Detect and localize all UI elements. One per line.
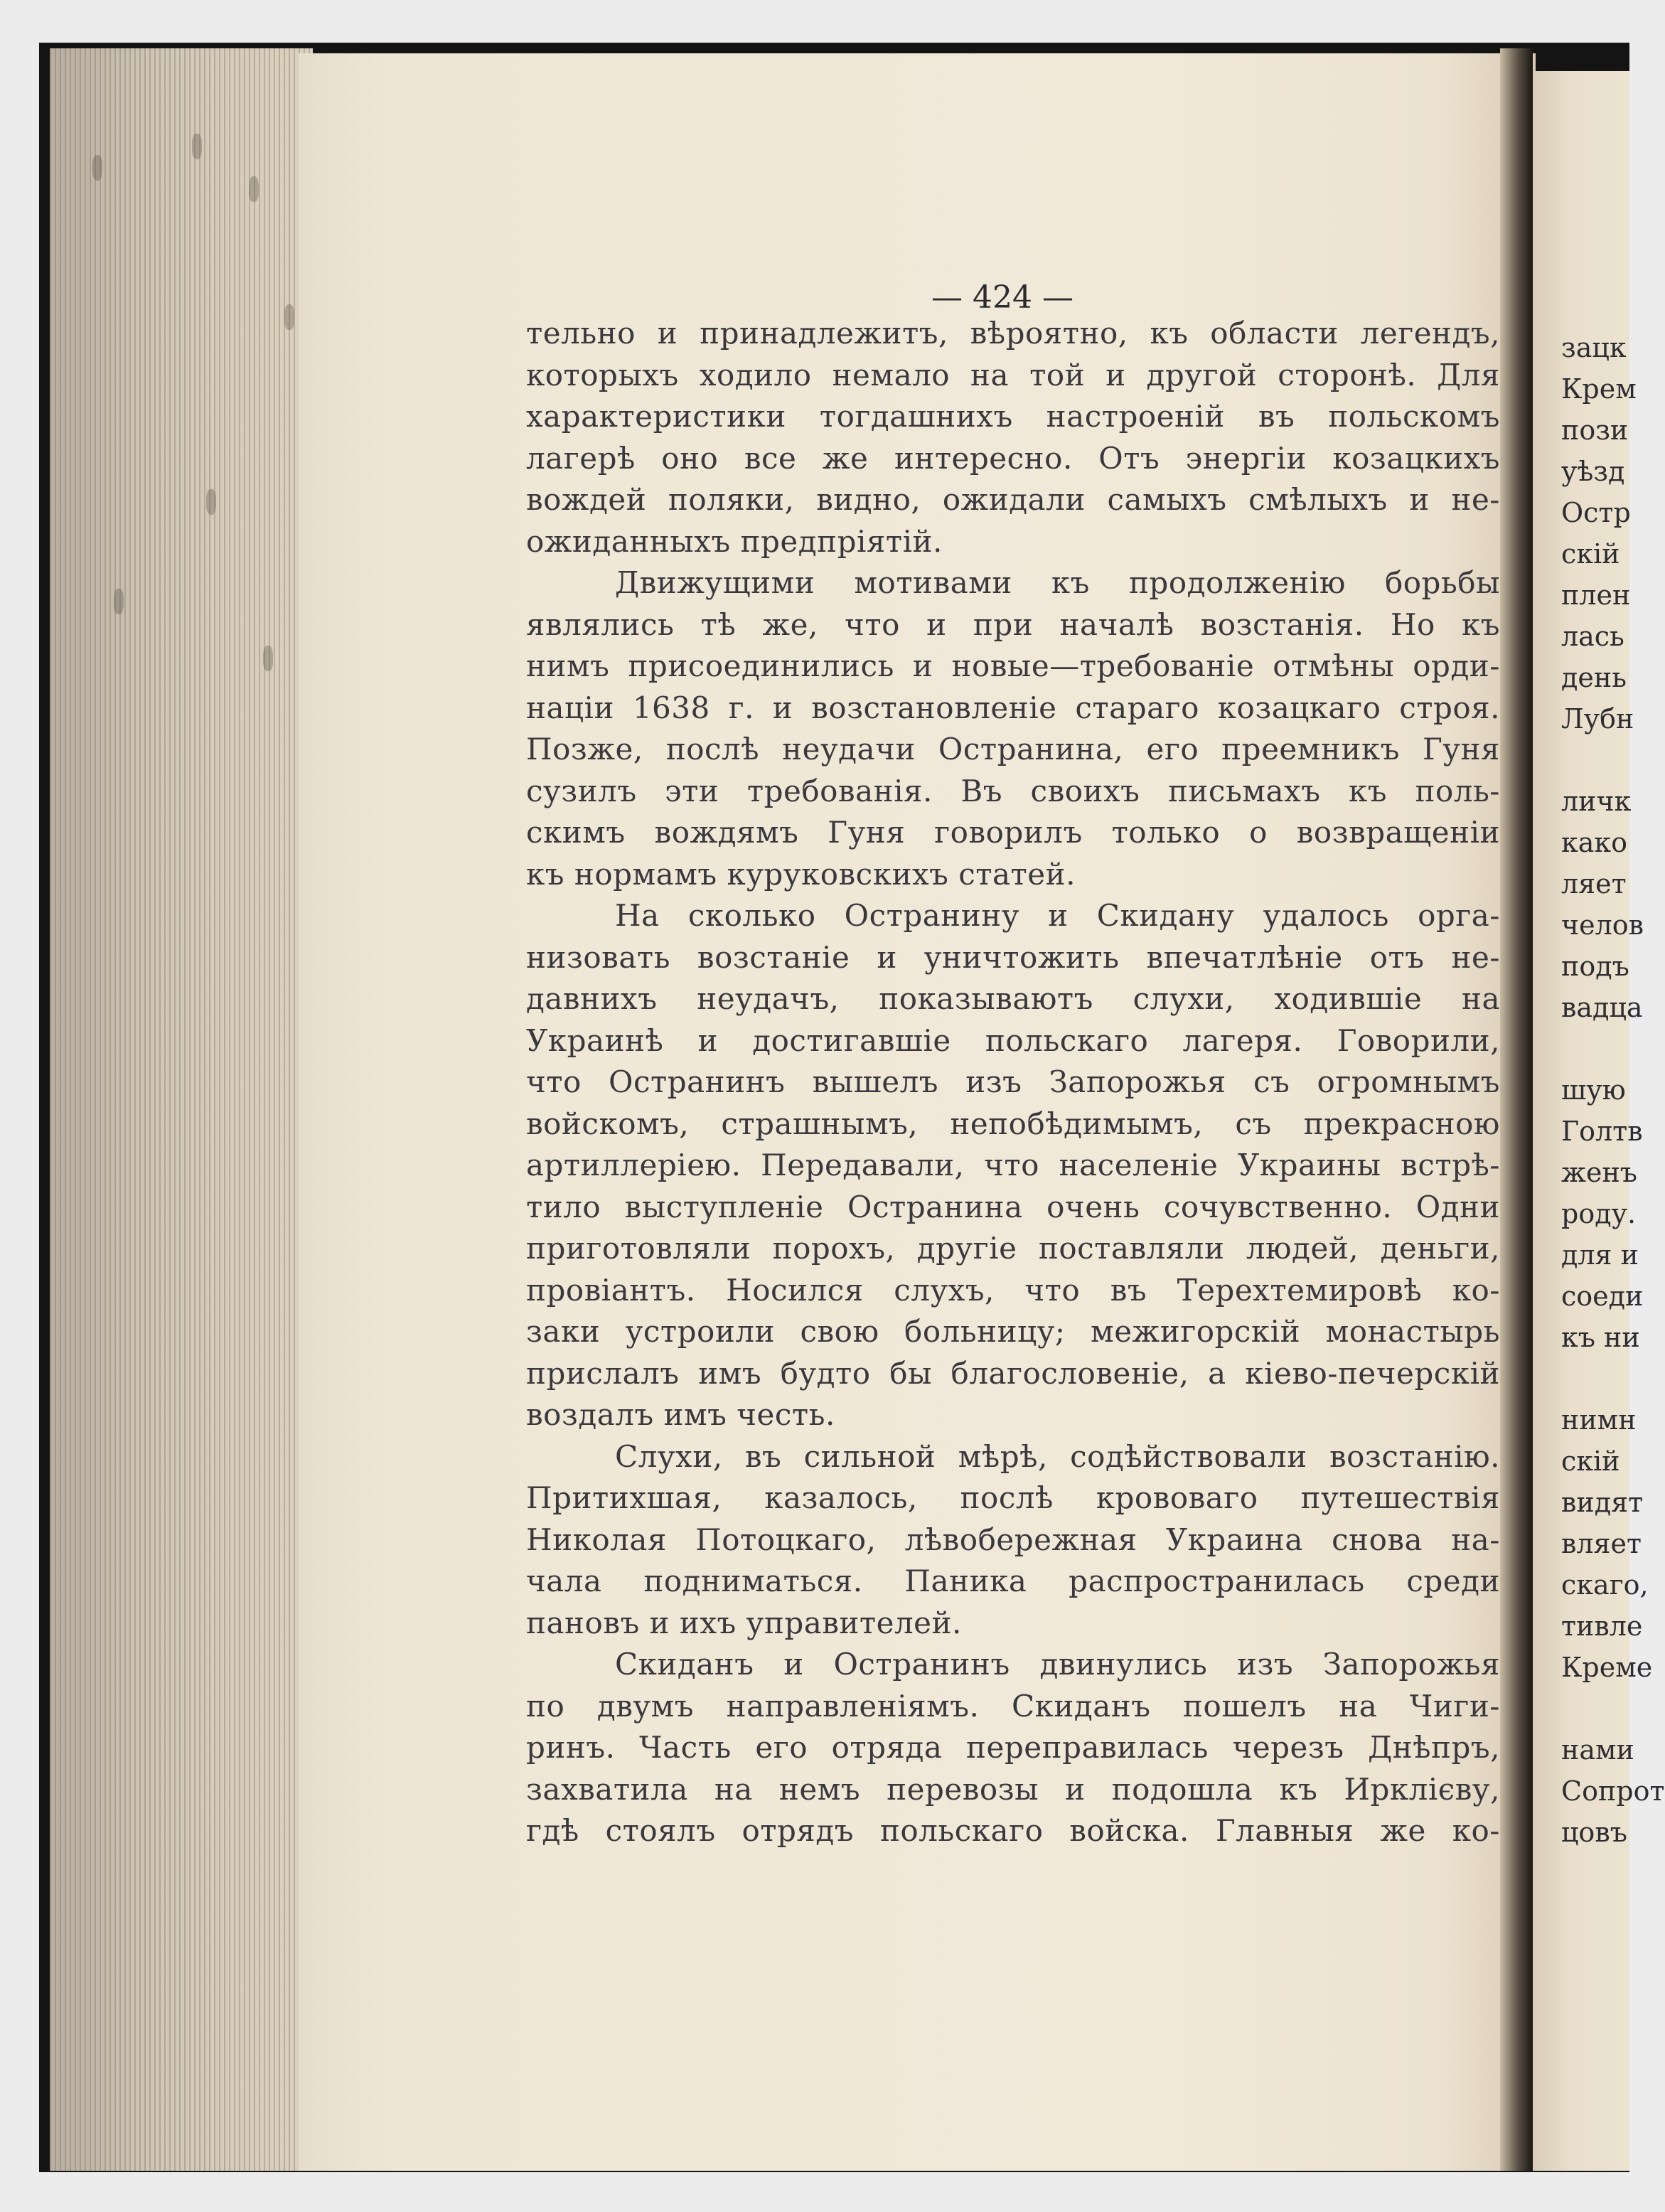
book-gutter — [1500, 48, 1533, 2171]
stain-mark — [206, 489, 216, 515]
page-text-body — [526, 313, 1500, 1852]
next-page-line: личк — [1561, 786, 1632, 817]
next-page-line: женъ — [1561, 1157, 1637, 1188]
text-line: сузилъ эти требованія. Въ своихъ письмахъ къ поль- — [526, 773, 1500, 808]
next-page-line: скаго, — [1561, 1569, 1649, 1601]
next-page-line: вадца — [1561, 992, 1643, 1023]
next-page-line: нами — [1561, 1734, 1634, 1765]
next-page-line: подъ — [1561, 951, 1629, 982]
text-line: что Остранинъ вышелъ изъ Запорожья съ огромнымъ — [526, 1064, 1500, 1099]
next-page-line: цовъ — [1561, 1817, 1627, 1848]
text-line: скимъ вождямъ Гуня говорилъ только о возвращеніи — [526, 815, 1500, 850]
next-page-line: для и — [1561, 1239, 1639, 1271]
text-line: тельно и принадлежитъ, вѣроятно, къ области легендъ, — [526, 316, 1500, 351]
next-page-line: челов — [1561, 909, 1644, 941]
text-line: тило выступленіе Остранина очень сочувственно. Одни — [526, 1189, 1500, 1224]
next-page-line: зацк — [1561, 332, 1627, 363]
text-line: къ нормамъ куруковскихъ статей. — [526, 856, 1076, 892]
next-page-line: роду. — [1561, 1198, 1637, 1229]
next-page-line: пози — [1561, 415, 1629, 446]
stain-mark — [284, 304, 294, 330]
text-line: войскомъ, страшнымъ, непобѣдимымъ, съ прекрасною — [526, 1106, 1500, 1141]
text-line: Николая Потоцкаго, лѣвобережная Украина снова на- — [526, 1522, 1500, 1557]
scan-background-bottom — [39, 2172, 1629, 2212]
text-line: приготовляли порохъ, другіе поставляли людей, деньги, — [526, 1231, 1500, 1266]
text-line: по двумъ направленіямъ. Скиданъ пошелъ на Чиги- — [526, 1688, 1500, 1724]
scan-background-top — [0, 0, 1629, 43]
text-line: Позже, послѣ неудачи Остранина, его преемникъ Гуня — [526, 732, 1500, 766]
next-page-line: Голтв — [1561, 1116, 1643, 1147]
next-page-line: вляет — [1561, 1528, 1642, 1559]
text-line: лагерѣ оно все же интересно. Отъ энергіи козацкихъ — [526, 440, 1500, 476]
text-line: чала подниматься. Паника распространилась среди — [526, 1564, 1500, 1598]
next-page-fragment — [1533, 71, 1665, 2171]
book-page-edges — [50, 48, 313, 2171]
text-line: характеристики тогдашнихъ настроеній въ польскомъ — [526, 399, 1500, 434]
text-line: прислалъ имъ будто бы благословеніе, а кіево-печерскій — [526, 1355, 1500, 1391]
next-page-line: видят — [1561, 1487, 1644, 1518]
text-line: провіантъ. Носился слухъ, что въ Терехтемировѣ ко- — [526, 1272, 1500, 1308]
text-line: Слухи, въ сильной мѣрѣ, содѣйствовали возстанію. — [615, 1438, 1500, 1474]
next-page-line: Крем — [1561, 373, 1637, 405]
text-line: заки устроили свою больницу; межигорскій монастырь — [526, 1314, 1500, 1349]
next-page-line: день — [1561, 662, 1627, 693]
stain-mark — [263, 646, 273, 671]
next-page-line: Лубн — [1561, 703, 1634, 734]
text-line: вождей поляки, видно, ожидали самыхъ смѣлыхъ и не- — [526, 482, 1500, 517]
text-line: ожиданныхъ предпріятій. — [526, 523, 943, 559]
next-page-line: Креме — [1561, 1652, 1653, 1683]
text-line: ринъ. Часть его отряда переправилась черезъ Днѣпръ, — [526, 1730, 1500, 1765]
text-line: гдѣ стоялъ отрядъ польскаго войска. Главныя же ко- — [526, 1813, 1500, 1848]
text-line: которыхъ ходило немало на той и другой сторонѣ. Для — [526, 357, 1500, 392]
text-line: давнихъ неудачъ, показываютъ слухи, ходившіе на — [526, 981, 1500, 1016]
next-page-line: скій — [1561, 538, 1620, 570]
page-number: — 424 — — [931, 279, 1074, 316]
text-line: воздалъ имъ честь. — [526, 1397, 835, 1432]
next-page-line: шую — [1561, 1074, 1626, 1106]
text-line: Скиданъ и Остранинъ двинулись изъ Запорожья — [615, 1647, 1500, 1682]
text-line: На сколько Остранину и Скидану удалось орга- — [615, 898, 1500, 933]
text-line: націи 1638 г. и возстановленіе стараго козацкаго строя. — [526, 690, 1500, 725]
text-line: являлись тѣ же, что и при началѣ возстанія. Но къ — [526, 607, 1500, 642]
text-line: Движущими мотивами къ продолженію борьбы — [615, 565, 1500, 600]
stain-mark — [114, 589, 124, 614]
next-page-line: Сопрот — [1561, 1775, 1665, 1807]
next-page-line: соеди — [1561, 1281, 1644, 1312]
stain-mark — [192, 134, 202, 159]
next-page-line: ляет — [1561, 868, 1627, 899]
text-line: Украинѣ и достигавшіе польскаго лагеря. Говорили, — [526, 1022, 1500, 1058]
text-line: низовать возстаніе и уничтожить впечатлѣніе отъ не- — [526, 939, 1500, 975]
next-page-line: тивле — [1561, 1610, 1643, 1642]
next-page-line: како — [1561, 827, 1628, 858]
next-page-line: уѣзд — [1561, 456, 1625, 487]
text-line: пановъ и ихъ управителей. — [526, 1605, 962, 1640]
next-page-line: Остр — [1561, 497, 1631, 528]
stain-mark — [92, 155, 102, 181]
stain-mark — [249, 176, 259, 202]
next-page-line: плен — [1561, 579, 1631, 611]
text-line: нимъ присоединились и новые—требованіе отмѣны орди- — [526, 648, 1500, 683]
text-line: Притихшая, казалось, послѣ крововаго путешествія — [526, 1480, 1500, 1515]
text-line: захватила на немъ перевозы и подошла къ Ирклієву, — [526, 1771, 1500, 1807]
next-page-line: лась — [1561, 621, 1624, 652]
next-page-line: нимн — [1561, 1404, 1637, 1436]
next-page-line: скій — [1561, 1446, 1620, 1477]
next-page-line: къ ни — [1561, 1322, 1640, 1353]
text-line: артиллеріею. Передавали, что населеніе Украины встрѣ- — [526, 1148, 1500, 1182]
